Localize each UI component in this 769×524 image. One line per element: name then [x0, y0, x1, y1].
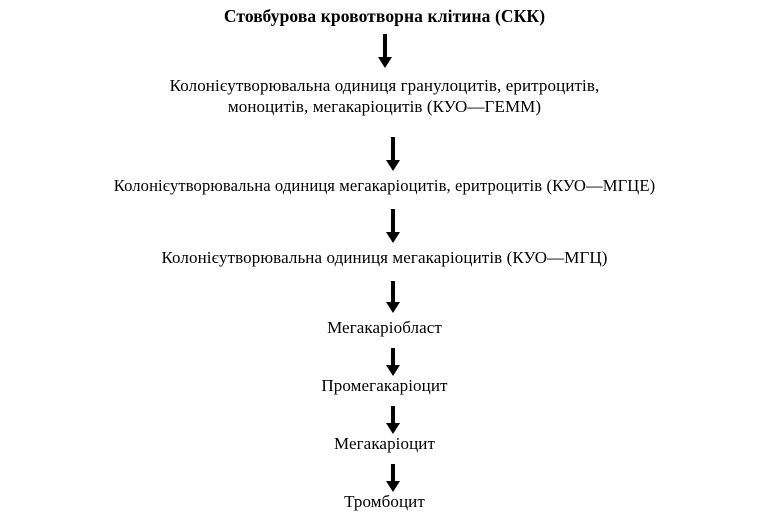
node-cfu-mgce-line-1: Колонієутворювальна одиниця мегакаріоцитів, еритроцитів (КУО—МГЦЕ)	[113, 176, 656, 195]
node-cfu-gemm	[0, 76, 769, 117]
node-megakaryocyte-line-1: Мегакаріоцит	[333, 434, 436, 453]
node-promegakaryocyte	[0, 376, 769, 397]
node-cfu-mgce	[0, 176, 769, 196]
arrow-promegakaryocyte-to-megakaryocyte	[381, 406, 405, 434]
node-thrombocyte-line-1: Тромбоцит	[344, 492, 425, 511]
arrow-hsc-to-cfu-gemm	[373, 34, 397, 68]
arrow-cfu-mgc-to-megakaryoblast	[381, 281, 405, 313]
node-megakaryoblast-line-1: Мегакаріобласт	[327, 318, 442, 337]
node-promegakaryocyte-line-1: Промегакаріоцит	[321, 376, 448, 395]
arrow-megakaryoblast-to-promegakaryocyte	[381, 348, 405, 376]
arrow-cfu-gemm-to-cfu-mgce	[381, 137, 405, 171]
node-cfu-gemm-line-2: моноцитів, мегакаріоцитів (КУО—ГЕММ)	[227, 96, 542, 116]
node-hsc	[0, 6, 769, 27]
node-cfu-mgc	[0, 248, 769, 269]
node-hsc-line-1: Стовбурова кровотворна клітина (СКК)	[223, 6, 546, 26]
node-cfu-gemm-line-1: Колонієутворювальна одиниця гранулоцитів, еритроцитів,	[169, 76, 600, 95]
node-megakaryocyte	[0, 434, 769, 455]
node-thrombocyte	[0, 492, 769, 513]
arrow-megakaryocyte-to-thrombocyte	[381, 464, 405, 492]
node-cfu-mgc-line-1: Колонієутворювальна одиниця мегакаріоцитів (КУО—МГЦ)	[161, 248, 608, 267]
arrow-cfu-mgce-to-cfu-mgc	[381, 209, 405, 243]
node-megakaryoblast	[0, 318, 769, 339]
